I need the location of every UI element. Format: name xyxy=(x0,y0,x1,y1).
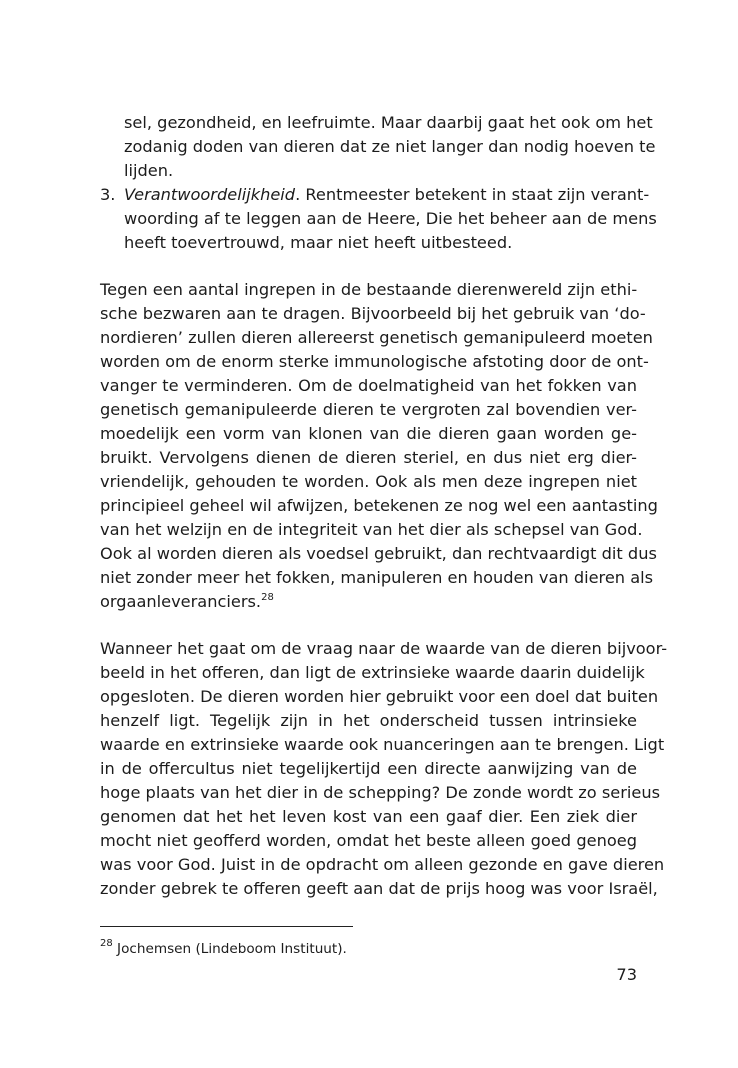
paragraph-line: worden om de enorm sterke immunologische afstoting door de ont- xyxy=(100,352,649,371)
list-continuation-line: zodanig doden van dieren dat ze niet langer dan nodig hoeven te xyxy=(124,137,656,156)
list-item-3-first-line xyxy=(124,183,650,207)
paragraph-line: henzelf ligt. Tegelijk zijn in het onderscheid tussen intrinsieke xyxy=(100,711,637,730)
paragraph-line: sche bezwaren aan te dragen. Bijvoorbeeld bij het gebruik van ‘do- xyxy=(100,304,646,323)
footnote-divider xyxy=(100,926,353,927)
paragraph-last-line xyxy=(100,590,274,614)
paragraph-line: genetisch gemanipuleerde dieren te vergroten zal bovendien ver- xyxy=(100,400,637,419)
paragraph-line: zonder gebrek te offeren geeft aan dat de prijs hoog was voor Israël, xyxy=(100,879,658,898)
paragraph-line: principieel geheel wil afwijzen, betekenen ze nog wel een aantasting xyxy=(100,496,658,515)
list-item-number: 3. xyxy=(100,185,116,204)
paragraph-line: nordieren’ zullen dieren allereerst genetisch gemanipuleerd moeten xyxy=(100,328,653,347)
paragraph-line: was voor God. Juist in de opdracht om alleen gezonde en gave dieren xyxy=(100,855,665,874)
paragraph-text: orgaanleveranciers. xyxy=(100,592,262,611)
paragraph-line: waarde en extrinsieke waarde ook nuanceringen aan te brengen. Ligt xyxy=(100,735,665,754)
paragraph-line: in de offercultus niet tegelijkertijd een directe aanwijzing van de xyxy=(100,759,637,778)
paragraph-line: Tegen een aantal ingrepen in de bestaande dierenwereld zijn ethi- xyxy=(100,280,638,299)
paragraph-line: mocht niet geofferd worden, omdat het beste alleen goed genoeg xyxy=(100,831,637,850)
paragraph-line: vriendelijk, gehouden te worden. Ook als men deze ingrepen niet xyxy=(100,472,637,491)
paragraph-line: Wanneer het gaat om de vraag naar de waarde van de dieren bijvoor- xyxy=(100,639,668,658)
paragraph-line: genomen dat het het leven kost van een gaaf dier. Een ziek dier xyxy=(100,807,637,826)
footnote xyxy=(100,939,347,959)
paragraph-line: vanger te verminderen. Om de doelmatigheid van het fokken van xyxy=(100,376,637,395)
list-item-line: woording af te leggen aan de Heere, Die het beheer aan de mens xyxy=(124,209,657,228)
paragraph-line: opgesloten. De dieren worden hier gebruikt voor een doel dat buiten xyxy=(100,687,659,706)
paragraph-line: Ook al worden dieren als voedsel gebruikt, dan rechtvaardigt dit dus xyxy=(100,544,657,563)
paragraph-line: beeld in het offeren, dan ligt de extrinsieke waarde daarin duidelijk xyxy=(100,663,645,682)
list-item-text: . Rentmeester betekent in staat zijn verant- xyxy=(295,185,650,204)
list-continuation-line: lijden. xyxy=(124,161,174,180)
list-item-line: heeft toevertrouwd, maar niet heeft uitbesteed. xyxy=(124,233,513,252)
page-number: 73 xyxy=(616,965,637,984)
list-continuation-line: sel, gezondheid, en leefruimte. Maar daarbij gaat het ook om het xyxy=(124,113,653,132)
paragraph-line: hoge plaats van het dier in de schepping? De zonde wordt zo serieus xyxy=(100,783,661,802)
list-item-term: Verantwoordelijkheid xyxy=(124,185,296,204)
paragraph-line: niet zonder meer het fokken, manipuleren en houden van dieren als xyxy=(100,568,654,587)
paragraph-line: moedelijk een vorm van klonen van die dieren gaan worden ge- xyxy=(100,424,637,443)
footnote-marker: 28 xyxy=(100,938,113,949)
footnote-text: Jochemsen (Lindeboom Instituut). xyxy=(112,941,347,957)
paragraph-line: bruikt. Vervolgens dienen de dieren steriel, en dus niet erg dier- xyxy=(100,448,637,467)
footnote-reference[interactable]: 28 xyxy=(261,592,274,603)
paragraph-line: van het welzijn en de integriteit van het dier als schepsel van God. xyxy=(100,520,643,539)
